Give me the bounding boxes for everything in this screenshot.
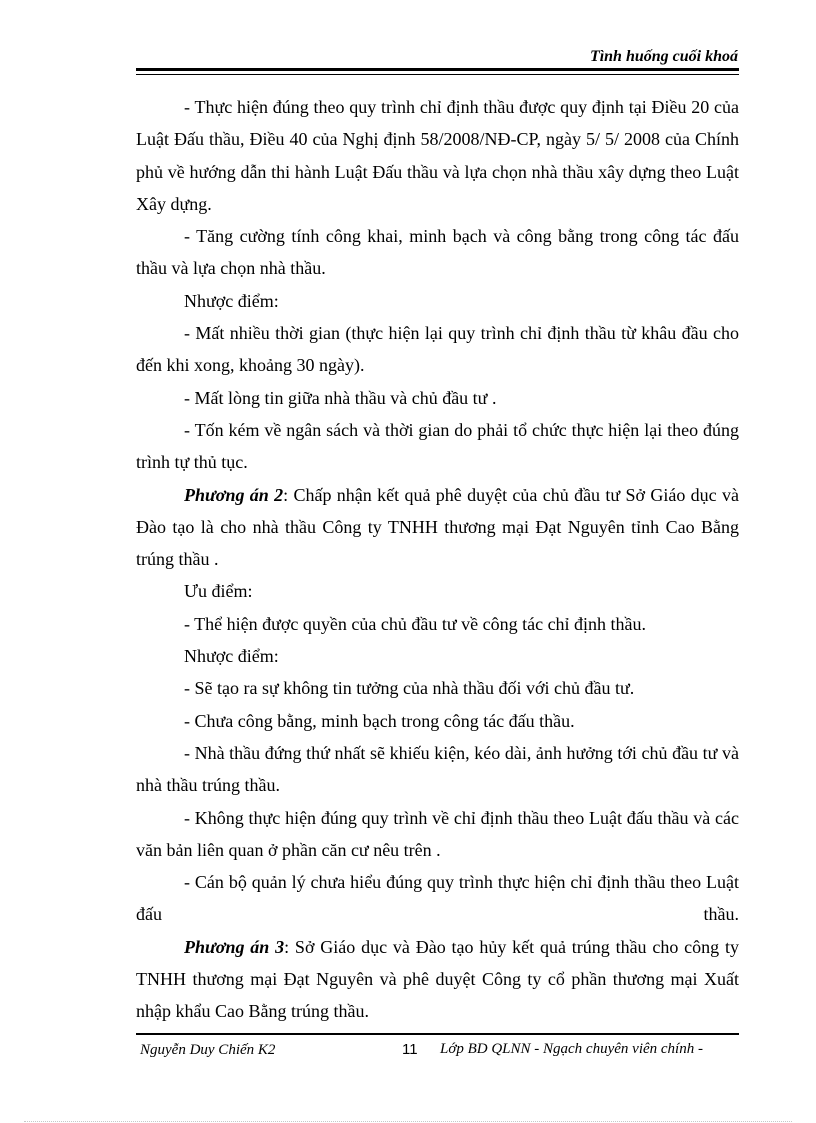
body-text — [136, 91, 739, 1028]
footer-rule — [136, 1033, 739, 1035]
paragraph: - Tốn kém về ngân sách và thời gian do phải tổ chức thực hiện lại theo đúng trình tự thủ tục. — [136, 419, 739, 473]
paragraph: - Sẽ tạo ra sự không tin tưởng của nhà thầu đối với chủ đầu tư. — [184, 678, 635, 699]
footer — [136, 1041, 739, 1081]
page-number: 11 — [402, 1041, 418, 1058]
paragraph: - Thực hiện đúng theo quy trình chỉ định thầu được quy định tại Điều 20 của Luật Đấu thầu, Điều 40 của Nghị định 58/2008/NĐ-CP, ngày 5/ 5/ 2008 của Chính phủ về hướng dẫn thi hành Luật Đấu thầu và lựa chọn nhà thầu xây dựng theo Luật Xây dựng. — [136, 97, 739, 214]
paragraph: - Không thực hiện đúng quy trình về chỉ định thầu theo Luật đấu thầu và các văn bản liên quan ở phần căn cư nêu trên . — [136, 807, 739, 860]
option-3-label: Phương án 3 — [184, 936, 285, 957]
header-rule-thick — [136, 68, 739, 71]
paragraph: - Nhà thầu đứng thứ nhất sẽ khiếu kiện, kéo dài, ảnh hưởng tới chủ đầu tư và nhà thầu trúng thầu. — [136, 742, 739, 796]
cons-heading: Nhược điểm: — [184, 290, 279, 311]
paragraph: - Thể hiện được quyền của chủ đầu tư về công tác chỉ định thầu. — [184, 613, 647, 634]
paragraph: - Chưa công bằng, minh bạch trong công tác đấu thầu. — [184, 710, 575, 731]
option-3-paragraph — [136, 931, 739, 1028]
paragraph: - Tăng cường tính công khai, minh bạch và công bằng trong công tác đấu thầu và lựa chọn nhà thầu. — [136, 226, 739, 279]
footer-class-info: Lớp BD QLNN - Ngạch chuyên viên chính - — [440, 1041, 703, 1057]
option-3-text: : Sở Giáo dục và Đào tạo hủy kết quả trúng thầu cho công ty TNHH thương mại Đạt Nguyên và phê duyệt Công ty cổ phần thương mại Xuất nhập khẩu Cao Bằng trúng thầu. — [136, 936, 739, 1022]
paragraph: - Cán bộ quản lý chưa hiểu đúng quy trình thực hiện chỉ định thầu theo Luật đấu thầu. — [136, 872, 739, 925]
page-bottom-dotted-line — [24, 1121, 792, 1122]
option-2-label: Phương án 2 — [184, 484, 284, 505]
paragraph: - Mất nhiều thời gian (thực hiện lại quy trình chỉ định thầu từ khâu đầu cho đến khi xong, khoảng 30 ngày). — [136, 323, 739, 376]
cons-heading: Nhược điểm: — [184, 646, 279, 667]
option-2-text: : Chấp nhận kết quả phê duyệt của chủ đầu tư Sở Giáo dục và Đào tạo là cho nhà thầu Công ty TNHH thương mại Đạt Nguyên tỉnh Cao Bằng trúng thầu . — [136, 484, 739, 570]
pros-heading: Ưu điểm: — [184, 581, 253, 602]
option-2-paragraph — [136, 479, 739, 576]
paragraph: - Mất lòng tin giữa nhà thầu và chủ đầu tư . — [184, 387, 497, 408]
header-rule-thin — [136, 74, 739, 75]
header-title: Tình huống cuối khoá — [589, 48, 738, 65]
footer-author: Nguyễn Duy Chiến K2 — [140, 1042, 276, 1058]
